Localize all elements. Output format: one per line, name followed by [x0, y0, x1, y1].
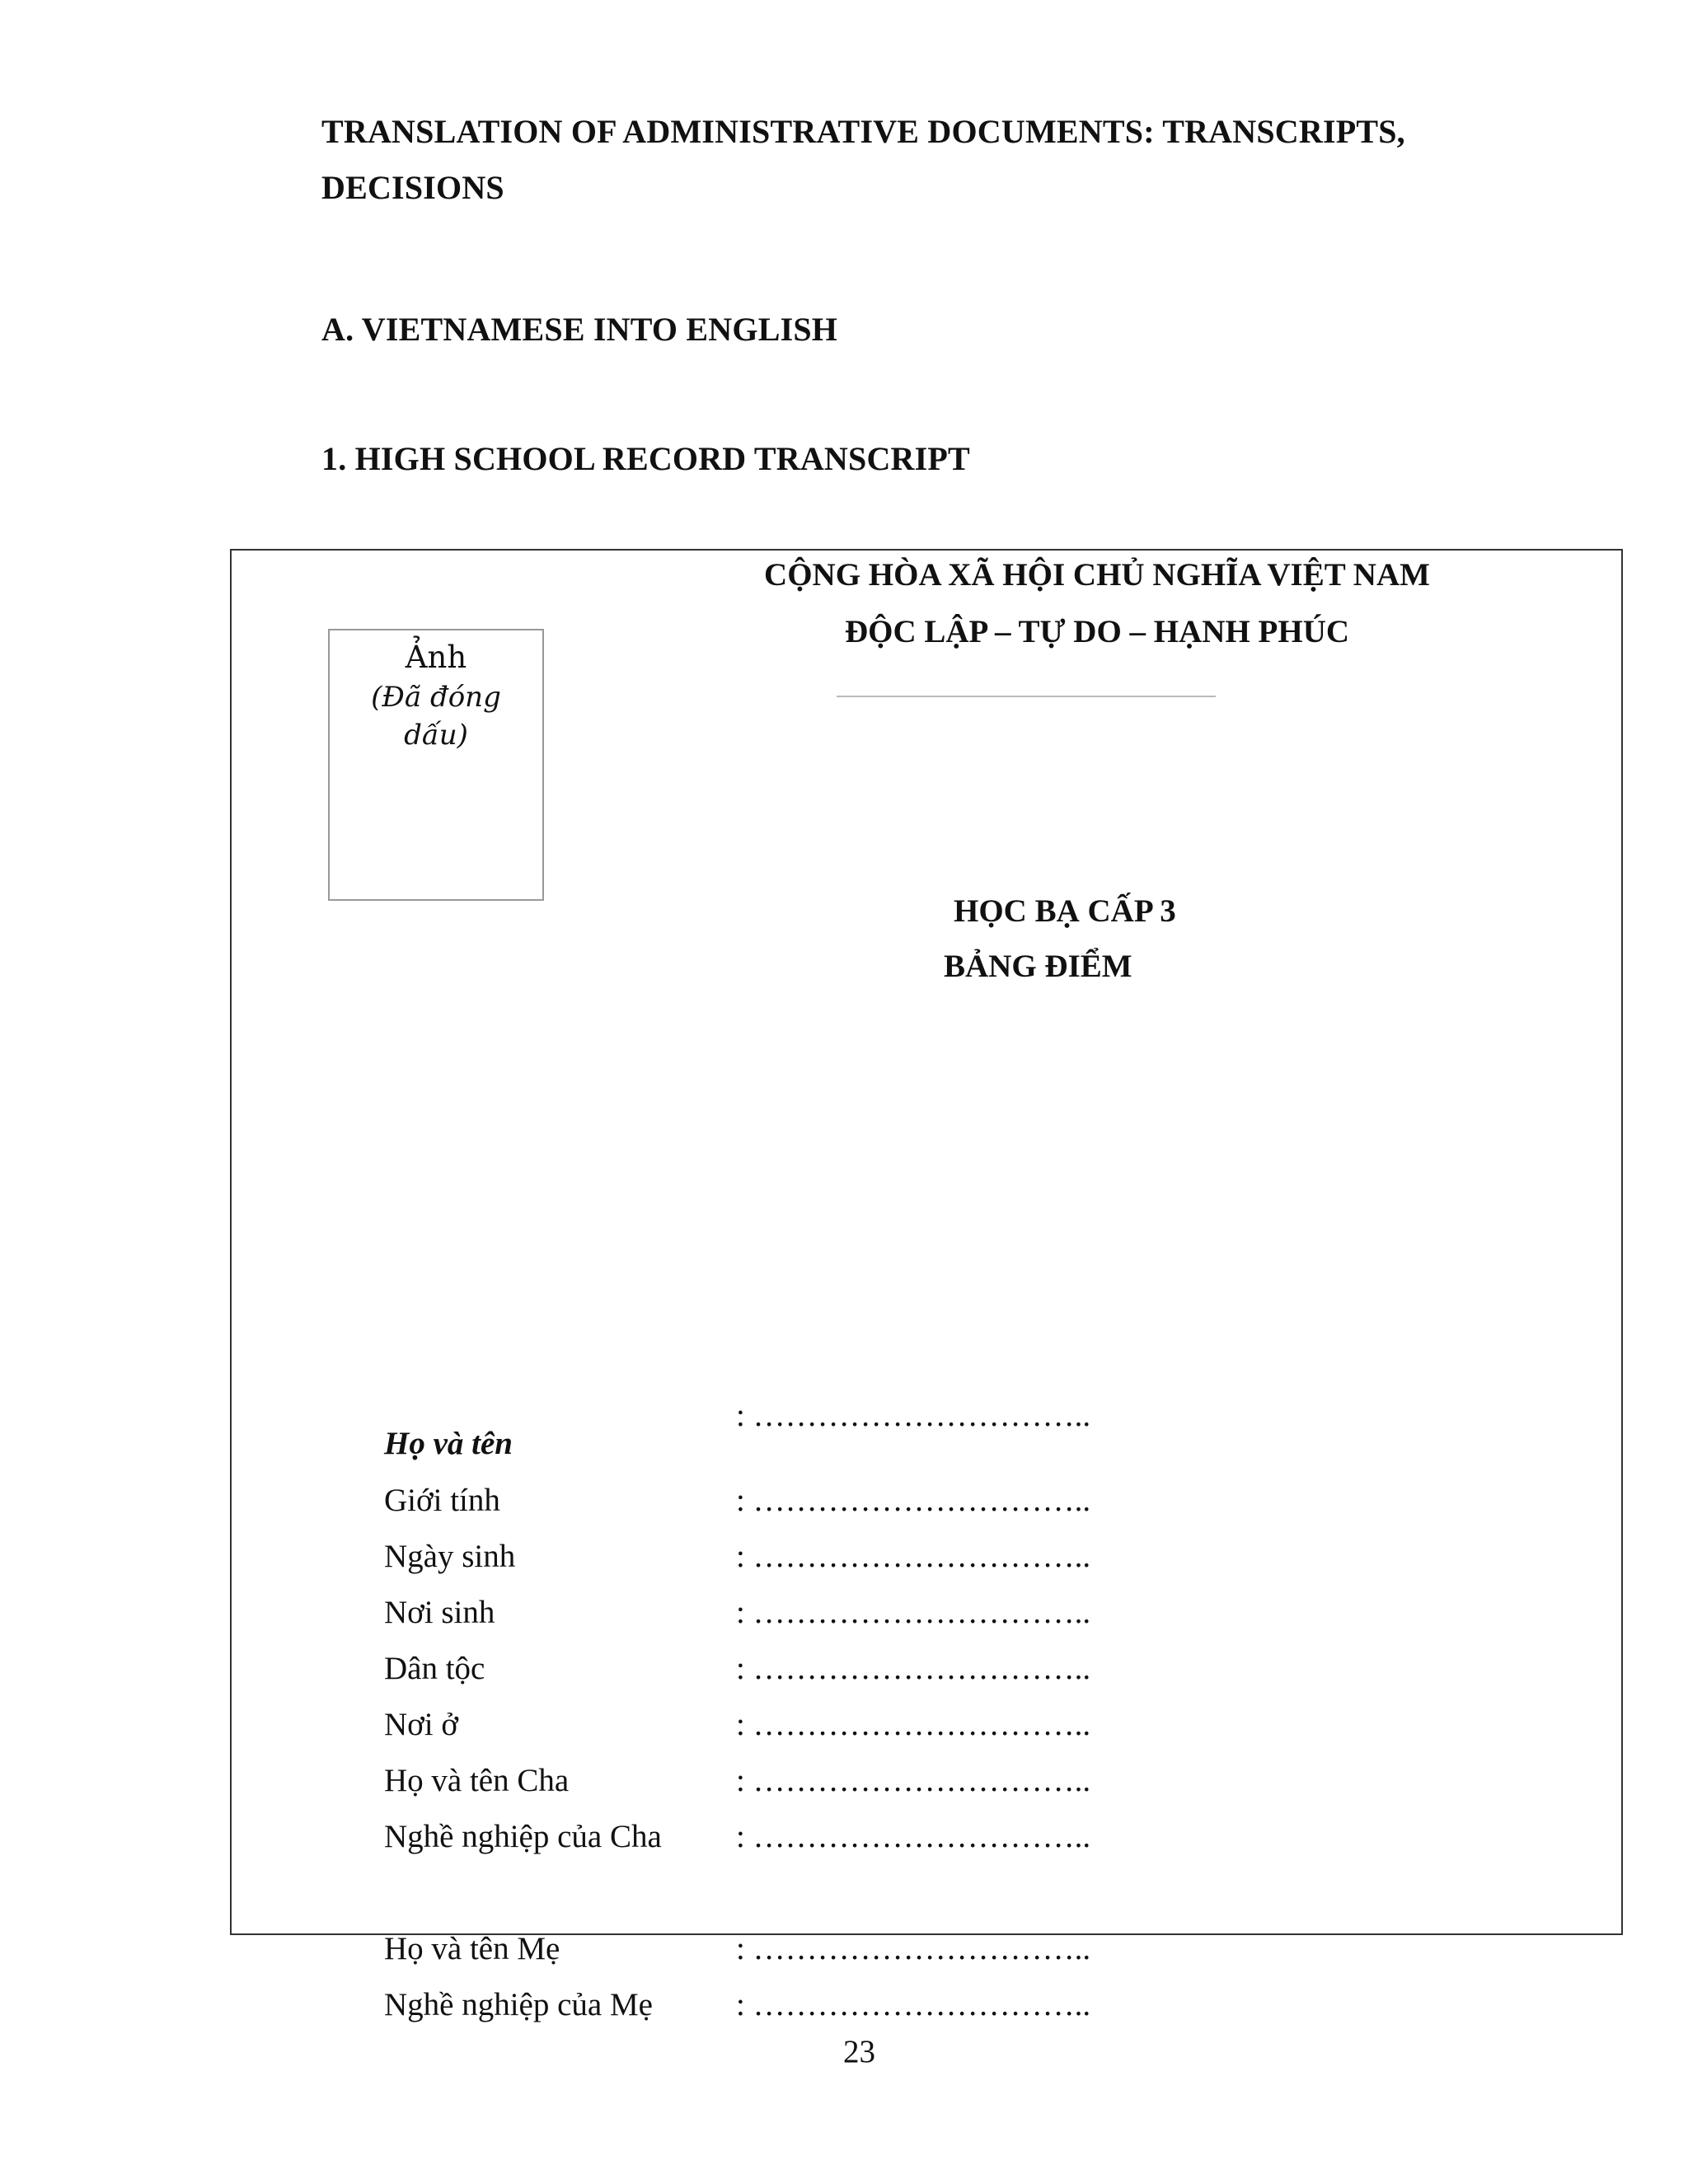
motto-underline [837, 696, 1216, 697]
field-value-gender: : ………………………….. [736, 1483, 1091, 1518]
section-heading-1: 1. HIGH SCHOOL RECORD TRANSCRIPT [321, 440, 970, 477]
field-value-full-name: : ………………………….. [736, 1398, 1091, 1433]
section-heading-a: A. VIETNAMESE INTO ENGLISH [321, 311, 838, 348]
transcript-form-box [230, 549, 1623, 2022]
national-name: CỘNG HÒA XÃ HỘI CHỦ NGHĨA VIỆT NAM [764, 557, 1430, 593]
field-label-place-of-birth: Nơi sinh [384, 1595, 495, 1630]
field-label-father-occupation: Nghề nghiệp của Cha [384, 1819, 662, 1854]
form-title: HỌC BẠ CẤP 3 [954, 893, 1176, 929]
field-value-residence: : ………………………….. [736, 1707, 1091, 1742]
field-value-place-of-birth: : ………………………….. [736, 1595, 1091, 1630]
field-value-date-of-birth: : ………………………….. [736, 1539, 1091, 1574]
field-label-gender: Giới tính [384, 1483, 500, 1518]
field-label-mother-name: Họ và tên Mẹ [384, 1931, 560, 1966]
field-label-father-name: Họ và tên Cha [384, 1763, 570, 1798]
photo-label: Ảnh [405, 640, 467, 675]
field-label-ethnicity: Dân tộc [384, 1651, 485, 1686]
field-value-father-occupation: : ………………………….. [736, 1819, 1091, 1854]
form-subtitle: BẢNG ĐIỂM [944, 949, 1132, 984]
field-value-mother-name: : ………………………….. [736, 1931, 1091, 1966]
field-label-date-of-birth: Ngày sinh [384, 1539, 516, 1574]
photo-note: (Đã đóng dấu) [371, 681, 501, 752]
field-value-mother-occupation: : ………………………….. [736, 1987, 1091, 2022]
photo-placeholder [328, 629, 544, 901]
field-label-residence: Nơi ở [384, 1707, 458, 1742]
national-motto: ĐỘC LẬP – TỰ DO – HẠNH PHÚC [844, 614, 1350, 649]
field-value-father-name: : ………………………….. [736, 1763, 1091, 1798]
field-label-mother-occupation: Nghề nghiệp của Mẹ [384, 1987, 653, 2022]
page-number: 23 [843, 2034, 875, 2069]
field-value-ethnicity: : ………………………….. [736, 1651, 1091, 1686]
document-title: TRANSLATION OF ADMINISTRATIVE DOCUMENTS: TRANSCRIPTS, DECISIONS [321, 113, 1405, 206]
field-label-full-name: Họ và tên [384, 1426, 513, 1461]
